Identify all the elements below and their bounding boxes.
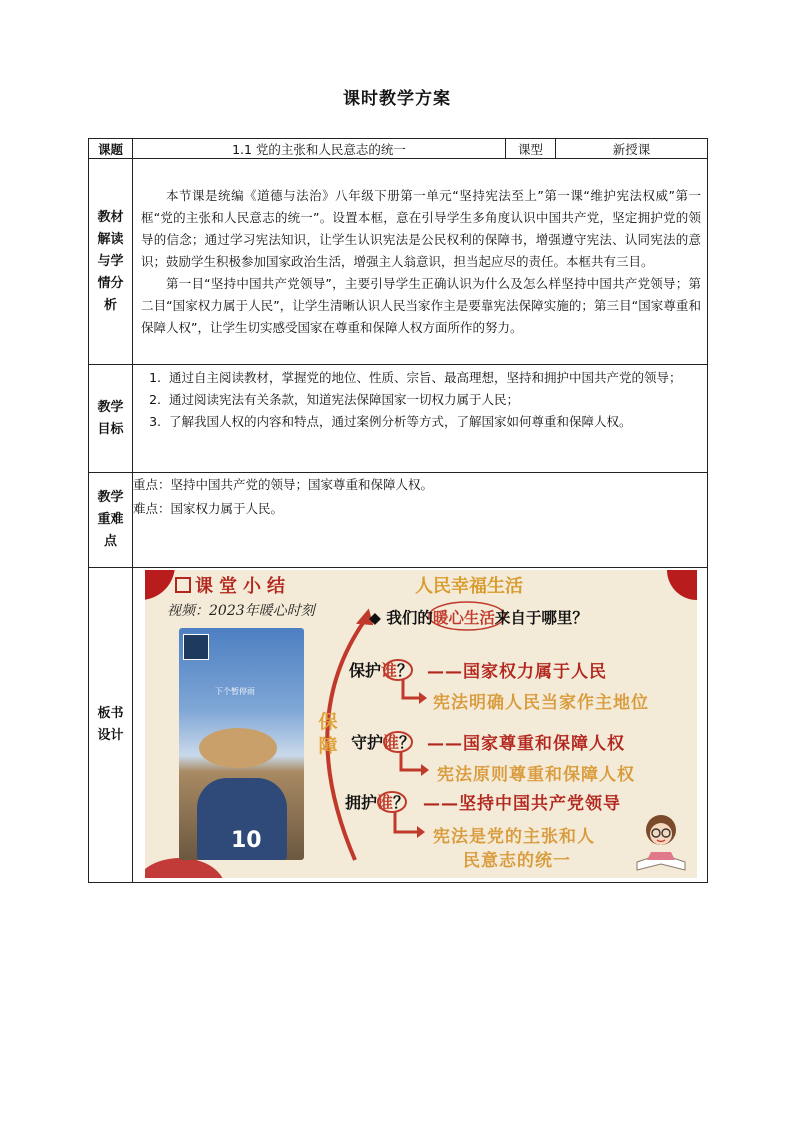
analysis-paragraph: 本节课是统编《道德与法治》八年级下册第一单元“坚持宪法至上”第一课“维护宪法权威”第一框“党的主张和人民意志的统一”。设置本框，意在引导学生多角度认识中国共产党，坚定拥护党的领导的信念；通过学习宪法知识，让学生认识宪法是公民权利的保障书，增强遵守宪法、认同宪法的意识；鼓励学生积极参加国家政治生活，增强主人翁意识，担当起应尽的责任。本框共有三目。 [141,187,701,269]
goal-item: 1. 通过自主阅读教材，掌握党的地位、性质、宗旨、最高理想，坚持和拥护中国共产党的领导； [165,367,699,389]
analysis-content [133,159,708,365]
topic-value: 1.1 党的主张和人民意志的统一 [133,139,506,159]
goals-content [133,365,708,473]
analysis-row [89,159,708,365]
video-thumbnail [179,628,304,860]
row-lead: 拥护谁？ [345,793,410,812]
analysis-label [89,159,133,365]
row-sub: 宪法是党的主张和人 [433,827,595,847]
straw-hat [199,728,277,768]
keypoints-label [89,473,133,568]
label-line: 重难 [97,512,124,527]
topic-label: 课题 [89,139,133,159]
goal-item: 2. 通过阅读宪法有关条款，知道宪法保障国家一切权力属于人民； [165,389,699,411]
page-title: 课时教学方案 [343,89,451,109]
summary-title: 课堂小结 [175,572,291,598]
focus-text: 重点：坚持中国共产党的领导；国家尊重和保障人权。 [133,477,434,492]
row-main: ——国家尊重和保障人权 [427,734,625,754]
board-row [89,568,708,883]
slide-question: ◆ 我们的暖心生活来自于哪里？ [369,609,588,627]
type-label: 课型 [506,139,556,159]
goals-label [89,365,133,473]
board-content [133,568,708,883]
keypoints-content [133,473,708,568]
goal-item: 3. 了解我国人权的内容和特点，通过案例分析等方式，了解国家如何尊重和保障人权。 [165,411,699,433]
analysis-paragraph: 第一目“坚持中国共产党领导”，主要引导学生正确认识为什么及怎么样坚持中国共产党领导；第二目“国家权力属于人民”，让学生清晰认识人民当家作主是要靠宪法保障实施的；第三目“国家尊重和保障人权”，让学生切实感受国家在尊重和保障人权方面所作的努力。 [141,275,701,335]
label-line: 教学 [97,399,124,415]
row-main: ——国家权力属于人民 [427,662,607,682]
label-line: 解读 [97,231,124,247]
row-sub: 民意志的统一 [463,851,571,871]
board-slide-image [145,570,697,878]
type-value: 新授课 [556,139,708,159]
label-line: 板书 [97,706,124,721]
label-line: 情分 [97,275,124,291]
row-sub: 宪法原则尊重和保障人权 [437,765,635,785]
header-row [89,139,708,159]
side-label: 保障 [318,711,338,757]
label-line: 与学 [97,253,124,269]
difficulty-text: 难点：国家权力属于人民。 [133,501,284,516]
label-line: 点 [103,534,117,549]
label-line: 教材 [97,209,124,225]
goals-list [133,365,707,433]
row-main: ——坚持中国共产党领导 [423,794,621,814]
reading-girl-icon [631,810,691,872]
label-line: 教学 [97,490,124,505]
lesson-plan-table [88,138,708,883]
keypoints-row [89,473,708,568]
goals-row [89,365,708,473]
row-sub: 宪法明确人民当家作主地位 [433,693,649,713]
label-line: 设计 [97,728,124,743]
shirt-number: 10 [231,828,262,853]
row-lead: 保护谁？ [349,661,414,680]
top-phrase: 人民幸福生活 [415,576,523,597]
row-lead: 守护谁？ [351,733,416,752]
label-line: 目标 [97,421,124,437]
channel-logo [183,634,209,660]
video-label: 视频：2023年暖心时刻 [167,603,315,619]
video-caption: 下个暂停雨 [215,687,255,696]
board-label [89,568,133,883]
label-line: 析 [103,297,117,313]
